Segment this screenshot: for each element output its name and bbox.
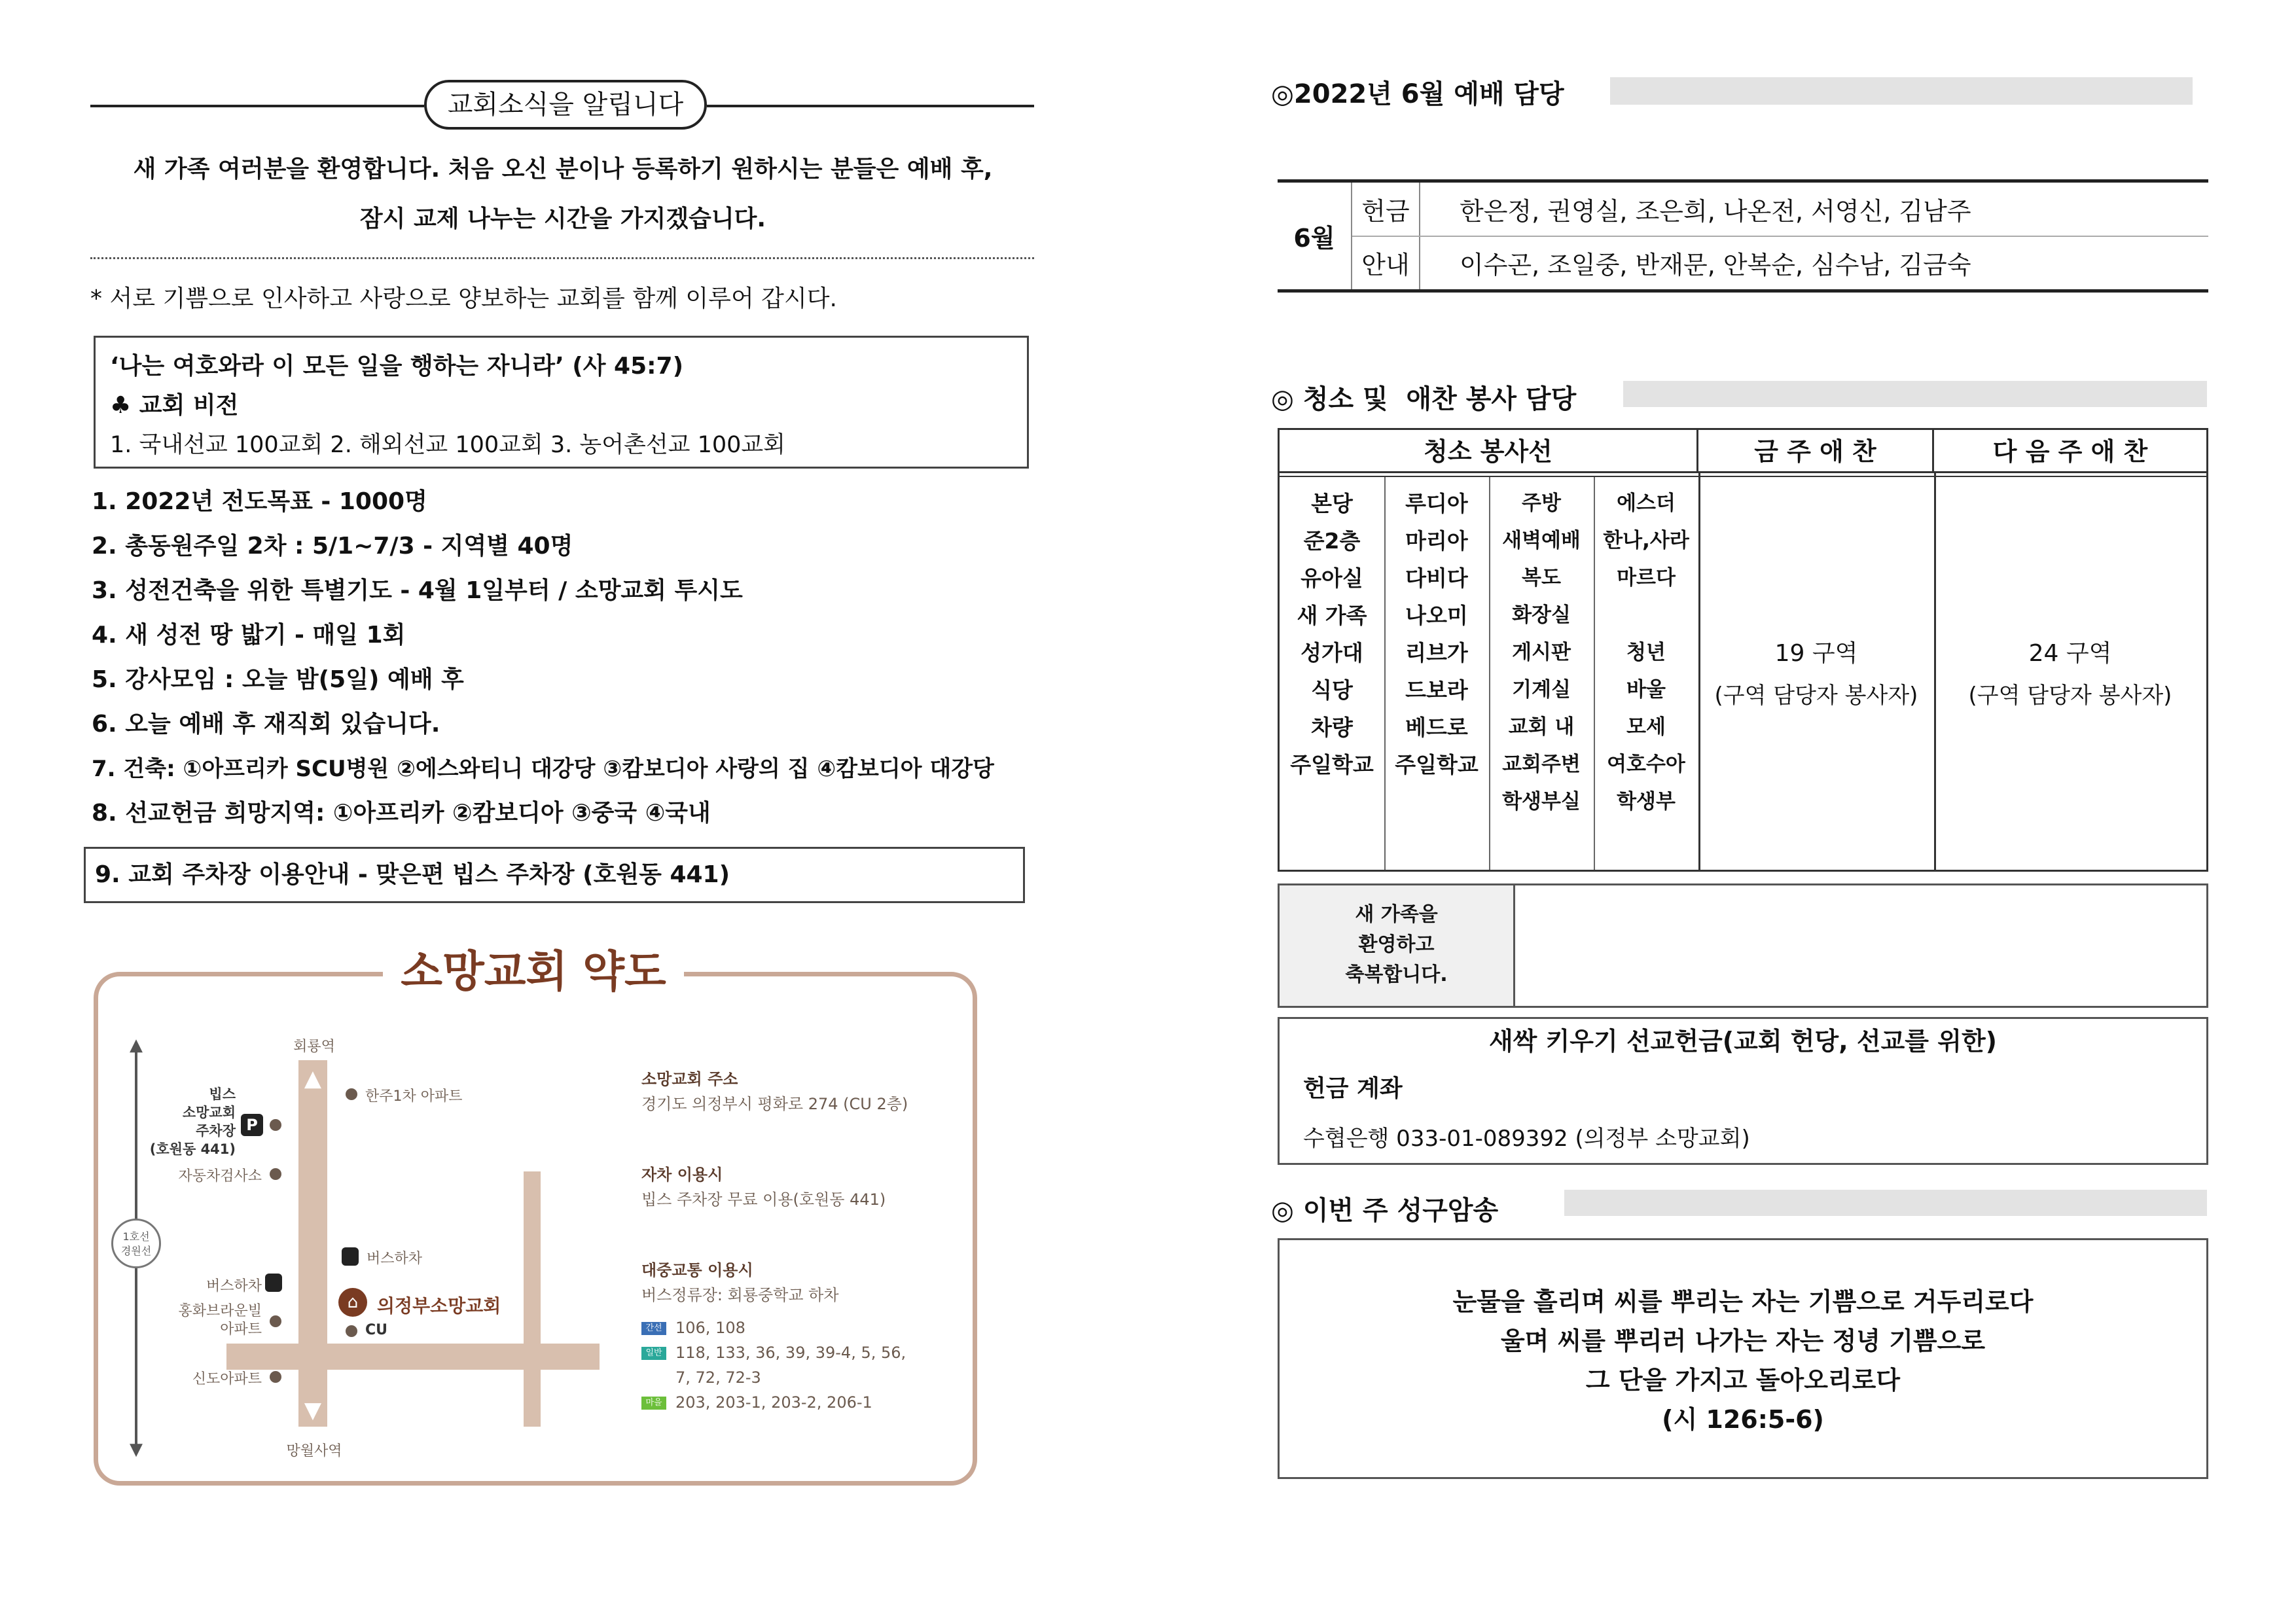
cleaning-cell: 드보라 xyxy=(1405,677,1468,703)
cleaning-col xyxy=(1280,485,1384,783)
bus-route-tag: 간선 xyxy=(641,1322,666,1335)
welcome-box-line: 환영하고 xyxy=(1358,933,1435,956)
cleaning-cell: 준2층 xyxy=(1303,528,1361,554)
parking-label-line: 빕스 xyxy=(209,1086,236,1102)
cleaning-cell: 베드로 xyxy=(1405,715,1468,740)
station-bottom: 망월사역 xyxy=(286,1443,342,1459)
vision-title: ♣ 교회 비전 xyxy=(110,392,239,419)
public-title: 대중교통 이용시 xyxy=(641,1261,753,1279)
worship-role: 안내 xyxy=(1352,236,1420,291)
line-label-badge: 1호선 경원선 xyxy=(111,1219,161,1268)
parking-label-line: 소망교회 xyxy=(182,1105,236,1120)
cleaning-cell: 차량 xyxy=(1311,715,1353,740)
this-week-cell xyxy=(1698,633,1934,717)
welcome-box-line: 새 가족을 xyxy=(1355,903,1438,926)
worship-month: 6월 xyxy=(1278,181,1352,291)
cleaning-cell: 학생부 xyxy=(1617,790,1676,813)
rail-arrow-down-icon: ▼ xyxy=(130,1440,143,1459)
welcome-line-1: 새 가족 여러분을 환영합니다. 처음 오신 분이나 등록하기 원하시는 분들은 예배 후, xyxy=(133,156,993,183)
verse-line: 울며 씨를 뿌리러 나가는 자는 정녕 기쁨으로 xyxy=(1500,1327,1986,1355)
bus-stop-info: 버스정류장: 회룡중학교 하차 xyxy=(641,1286,839,1304)
bus-stop-left-label: 버스하차 xyxy=(206,1278,262,1294)
offering-account: 수협은행 033-01-089392 (의정부 소망교회) xyxy=(1303,1126,1750,1152)
cleaning-col xyxy=(1594,485,1698,821)
bus-route-row xyxy=(641,1365,969,1390)
cleaning-cell: 교회 내 xyxy=(1508,715,1575,739)
cleaning-cell: 주일학교 xyxy=(1290,752,1374,777)
car-inspection-label: 자동차검사소 xyxy=(178,1168,262,1185)
cu-label: CU xyxy=(365,1322,388,1338)
cleaning-cell: 모세 xyxy=(1626,715,1666,739)
map-dot xyxy=(270,1168,281,1180)
cleaning-title-bar xyxy=(1623,381,2207,407)
this-week-note: (구역 담당자 봉사자) xyxy=(1714,683,1918,709)
worship-names: 한은정, 권영실, 조은희, 나온전, 서영신, 김남주 xyxy=(1420,181,2208,236)
bus-route-row xyxy=(641,1340,969,1365)
sindo-apt-label: 신도아파트 xyxy=(192,1371,262,1387)
car-title: 자차 이용시 xyxy=(641,1166,723,1184)
map-title: 소망교회 약도 xyxy=(383,942,684,1001)
rail-arrow-up-icon: ▲ xyxy=(130,1035,143,1055)
news-item: 3. 성전건축을 위한 특별기도 - 4월 1일부터 / 소망교회 투시도 xyxy=(92,577,743,604)
worship-title: ◎2022년 6월 예배 담당 xyxy=(1271,79,1564,109)
cleaning-cell: 학생부실 xyxy=(1502,790,1581,813)
welcome-line-2: 잠시 교제 나누는 시간을 가지겠습니다. xyxy=(359,205,766,232)
bus-route-tag: 일반 xyxy=(641,1347,666,1360)
hanju-apt-label: 한주1차 아파트 xyxy=(365,1088,463,1105)
cleaning-cell: 게시판 xyxy=(1512,641,1571,664)
cleaning-header: 금 주 애 찬 xyxy=(1698,430,1934,473)
cleaning-cell: 에스더 xyxy=(1617,491,1676,515)
news-item: 2. 총동원주일 2차 : 5/1~7/3 - 지역별 40명 xyxy=(92,533,573,560)
cleaning-title: ◎ 청소 및 애찬 봉사 담당 xyxy=(1271,384,1577,414)
next-week-note: (구역 담당자 봉사자) xyxy=(1968,683,2172,709)
news-item: 4. 새 성전 땅 밟기 - 매일 1회 xyxy=(92,622,406,649)
news-list xyxy=(92,484,1047,840)
bus-route-row xyxy=(641,1390,969,1415)
parking-label-line: (호원동 441) xyxy=(149,1141,236,1157)
verse-title: ◎ 이번 주 성구암송 xyxy=(1271,1196,1499,1226)
bus-icon xyxy=(342,1247,359,1266)
cleaning-cell: 교회주변 xyxy=(1502,753,1581,776)
verse-line: 눈물을 흘리며 씨를 뿌리는 자는 기쁨으로 거두리로다 xyxy=(1452,1287,2034,1316)
news-item: 7. 건축: ①아프리카 SCU병원 ②에스와티니 대강당 ③캄보디아 사랑의 집 ④캄보디아 대강당 xyxy=(92,756,994,782)
worship-role: 헌금 xyxy=(1352,181,1420,236)
offering-account-label: 헌금 계좌 xyxy=(1303,1075,1403,1102)
news-item: 6. 오늘 예배 후 재직회 있습니다. xyxy=(92,711,440,738)
cleaning-cell: 복도 xyxy=(1522,566,1561,590)
offering-title: 새싹 키우기 선교헌금(교회 헌당, 선교를 위한) xyxy=(1488,1027,1998,1056)
cleaning-cell: 주일학교 xyxy=(1395,752,1479,777)
cleaning-cell: 유아실 xyxy=(1300,565,1363,591)
vision-verse: ‘나는 여호와라 이 모든 일을 행하는 자니라’ (사 45:7) xyxy=(110,353,684,380)
road-horizontal xyxy=(226,1344,600,1370)
cleaning-cell: 루디아 xyxy=(1405,491,1468,516)
offering-box xyxy=(1278,1017,2208,1165)
cleaning-cell: 나오미 xyxy=(1405,603,1468,628)
dotted-divider xyxy=(90,257,1034,259)
cleaning-cell: 청년 xyxy=(1626,641,1666,664)
next-week-area: 24 구역 xyxy=(2028,640,2112,667)
welcome-box-line: 축복합니다. xyxy=(1345,963,1448,986)
next-week-cell xyxy=(1934,633,2206,717)
news-item: 1. 2022년 전도목표 - 1000명 xyxy=(92,488,427,515)
vision-items: 1. 국내선교 100교회 2. 해외선교 100교회 3. 농어촌선교 100교회 xyxy=(110,432,785,458)
verse-line: (시 126:5-6) xyxy=(1662,1405,1824,1434)
hwahwa-apt-label xyxy=(144,1302,262,1339)
cleaning-header: 다 음 주 애 찬 xyxy=(1934,430,2206,473)
cleaning-cell xyxy=(1594,597,1698,634)
bus-route-tag: 마을 xyxy=(641,1397,666,1410)
vision-box xyxy=(94,336,1029,469)
bus-route-row xyxy=(641,1315,969,1340)
map-dot xyxy=(270,1119,281,1131)
welcome-box-label xyxy=(1280,885,1515,1006)
parking-label-line: 주차장 xyxy=(196,1123,236,1139)
cleaning-header: 청소 봉사선 xyxy=(1280,430,1698,473)
cleaning-cell: 한나,사라 xyxy=(1603,529,1689,552)
cleaning-cell: 기계실 xyxy=(1512,678,1571,702)
bus-route-text: 106, 108 xyxy=(675,1319,745,1337)
hwahwa-apt-line: 홍화브라운빌 xyxy=(178,1303,262,1319)
cleaning-cell: 마리아 xyxy=(1405,528,1468,554)
cleaning-cell: 새 가족 xyxy=(1297,603,1367,628)
church-marker-icon: ⌂ xyxy=(338,1288,367,1317)
cleaning-cell: 새벽예배 xyxy=(1502,529,1581,552)
cleaning-cell: 본당 xyxy=(1311,491,1353,516)
bus-route-text: 203, 203-1, 203-2, 206-1 xyxy=(675,1393,872,1412)
worship-title-bar xyxy=(1610,77,2193,105)
map-dot xyxy=(270,1315,281,1327)
hwahwa-apt-line: 아파트 xyxy=(220,1321,262,1338)
cleaning-cell: 화장실 xyxy=(1512,603,1571,627)
address-title: 소망교회 주소 xyxy=(641,1070,738,1088)
cleaning-cell: 성가대 xyxy=(1300,640,1363,666)
cleaning-cell: 리브가 xyxy=(1405,640,1468,666)
verse-line: 그 단을 가지고 돌아오리로다 xyxy=(1585,1366,1901,1395)
arrow-up-icon: ▲ xyxy=(304,1065,322,1092)
road-main-vertical xyxy=(298,1060,327,1427)
cleaning-col xyxy=(1489,485,1594,821)
cleaning-cell: 여호수아 xyxy=(1607,753,1685,776)
parking-icon: P xyxy=(241,1114,263,1136)
parking-label xyxy=(137,1085,236,1158)
arrow-down-icon: ▼ xyxy=(304,1397,322,1423)
cleaning-cell: 다비다 xyxy=(1405,565,1468,591)
bus-route-text: 7, 72, 72-3 xyxy=(675,1368,761,1387)
news-item: 8. 선교헌금 희망지역: ①아프리카 ②캄보디아 ③중국 ④국내 xyxy=(92,800,711,827)
road-side-vertical xyxy=(524,1171,541,1427)
bus-route-text: 118, 133, 36, 39, 39-4, 5, 56, xyxy=(675,1344,906,1362)
cleaning-cell: 식당 xyxy=(1311,677,1353,703)
cleaning-cell: 주방 xyxy=(1522,491,1561,515)
cleaning-cell: 마르다 xyxy=(1617,566,1676,590)
this-week-area: 19 구역 xyxy=(1774,640,1858,667)
parking-note-box: 9. 교회 주차장 이용안내 - 맞은편 빕스 주차장 (호원동 441) xyxy=(84,847,1025,903)
map-info xyxy=(641,1067,969,1415)
bus-icon xyxy=(265,1274,282,1292)
map-dot xyxy=(270,1371,281,1383)
bus-stop-right-label: 버스하차 xyxy=(367,1251,423,1267)
map-dot xyxy=(346,1325,357,1337)
cleaning-col xyxy=(1384,485,1489,783)
cleaning-cell: 바울 xyxy=(1626,678,1666,702)
news-title: 교회소식을 알립니다 xyxy=(424,80,707,130)
verse-box xyxy=(1278,1238,2208,1479)
worship-table xyxy=(1278,179,2208,293)
address-text: 경기도 의정부시 평화로 274 (CU 2층) xyxy=(641,1095,908,1113)
cleaning-table xyxy=(1278,428,2208,872)
worship-names: 이수곤, 조일중, 반재문, 안복순, 심수남, 김금숙 xyxy=(1460,251,1971,280)
car-info: 빕스 주차장 무료 이용(호원동 441) xyxy=(641,1190,886,1209)
church-label: 의정부소망교회 xyxy=(377,1295,501,1317)
news-item: 5. 강사모임 : 오늘 밤(5일) 예배 후 xyxy=(92,666,464,693)
greeting-text: * 서로 기쁨으로 인사하고 사랑으로 양보하는 교회를 함께 이루어 갑시다. xyxy=(90,285,837,312)
station-top: 회룡역 xyxy=(293,1039,335,1055)
map-dot xyxy=(346,1088,357,1100)
welcome-box xyxy=(1278,883,2208,1008)
verse-title-bar xyxy=(1564,1190,2207,1216)
